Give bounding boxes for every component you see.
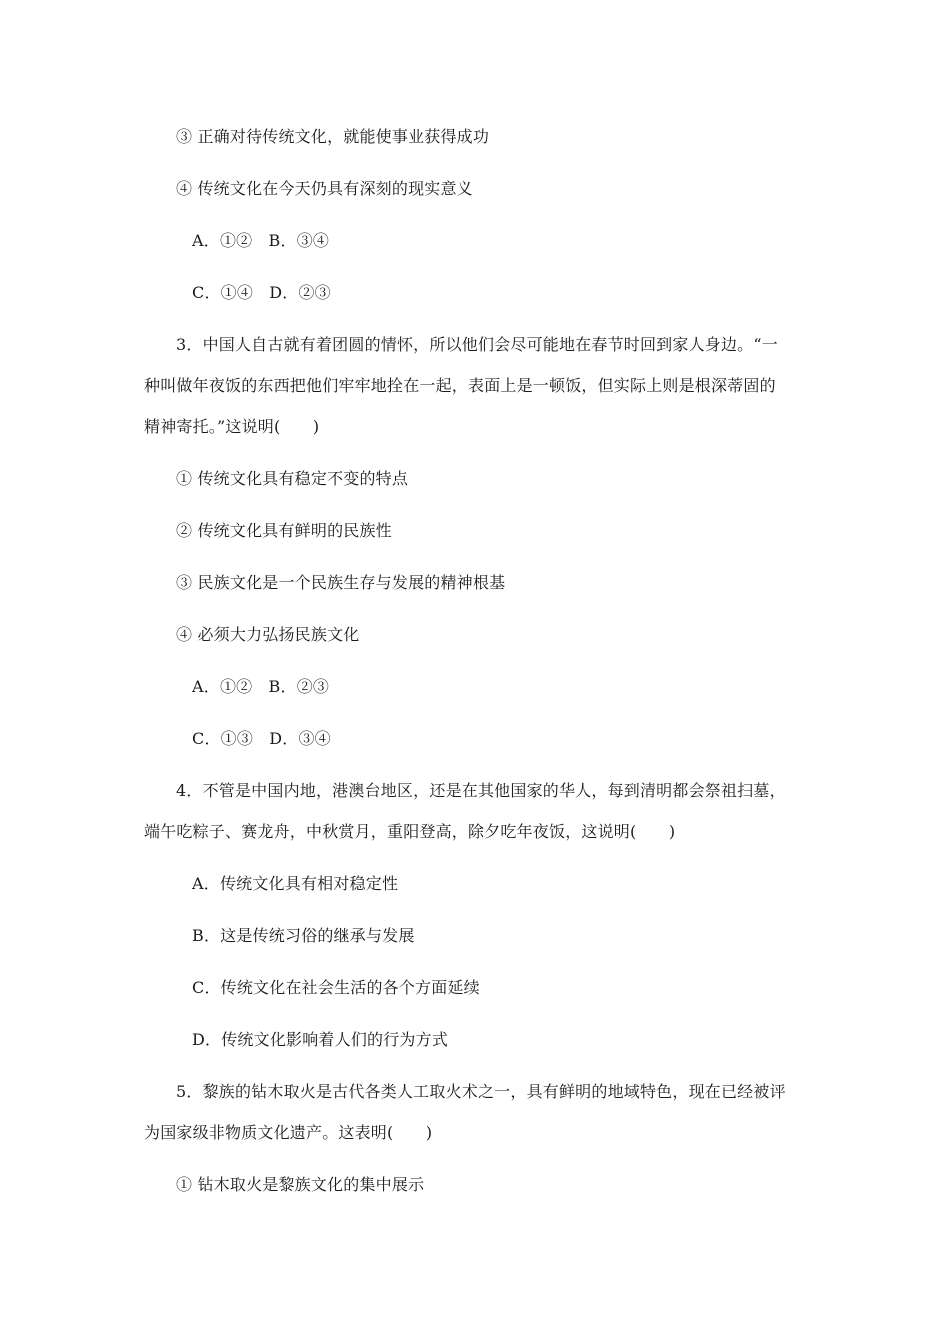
q4-stem-line-2: 端午吃粽子、赛龙舟，中秋赏月，重阳登高，除夕吃年夜饭，这说明( ) bbox=[144, 822, 676, 841]
q3-stem-line-3: 精神寄托。”这说明( ) bbox=[144, 417, 320, 436]
q5-stem-line-1: 5．黎族的钻木取火是古代各类人工取火术之一，具有鲜明的地域特色，现在已经被评 bbox=[176, 1082, 786, 1101]
q4-option-a: A．传统文化具有相对稳定性 bbox=[192, 874, 399, 893]
q5-item-1: ① 钻木取火是黎族文化的集中展示 bbox=[176, 1175, 425, 1194]
q4-option-b: B．这是传统习俗的继承与发展 bbox=[192, 926, 415, 945]
q2-item-4: ④ 传统文化在今天仍具有深刻的现实意义 bbox=[176, 179, 473, 198]
q4-option-c: C．传统文化在社会生活的各个方面延续 bbox=[192, 978, 480, 997]
q4-stem-line-1: 4．不管是中国内地，港澳台地区，还是在其他国家的华人，每到清明都会祭祖扫墓， bbox=[176, 781, 786, 800]
q2-item-3: ③ 正确对待传统文化，就能使事业获得成功 bbox=[176, 127, 490, 146]
q3-item-3: ③ 民族文化是一个民族生存与发展的精神根基 bbox=[176, 573, 506, 592]
q2-choice-ab: A．①② B．③④ bbox=[192, 231, 330, 250]
q3-item-4: ④ 必须大力弘扬民族文化 bbox=[176, 625, 360, 644]
q3-choice-cd: C．①③ D．③④ bbox=[192, 729, 331, 748]
q2-choice-cd: C．①④ D．②③ bbox=[192, 283, 331, 302]
q3-choice-ab: A．①② B．②③ bbox=[192, 677, 330, 696]
q3-stem-line-1: 3．中国人自古就有着团圆的情怀，所以他们会尽可能地在春节时回到家人身边。“一 bbox=[176, 335, 778, 354]
q3-stem-line-2: 种叫做年夜饭的东西把他们牢牢地拴在一起，表面上是一顿饭，但实际上则是根深蒂固的 bbox=[144, 376, 776, 395]
q3-item-2: ② 传统文化具有鲜明的民族性 bbox=[176, 521, 392, 540]
q3-item-1: ① 传统文化具有稳定不变的特点 bbox=[176, 469, 409, 488]
q5-stem-line-2: 为国家级非物质文化遗产。这表明( ) bbox=[144, 1123, 433, 1142]
q4-option-d: D．传统文化影响着人们的行为方式 bbox=[192, 1030, 449, 1049]
